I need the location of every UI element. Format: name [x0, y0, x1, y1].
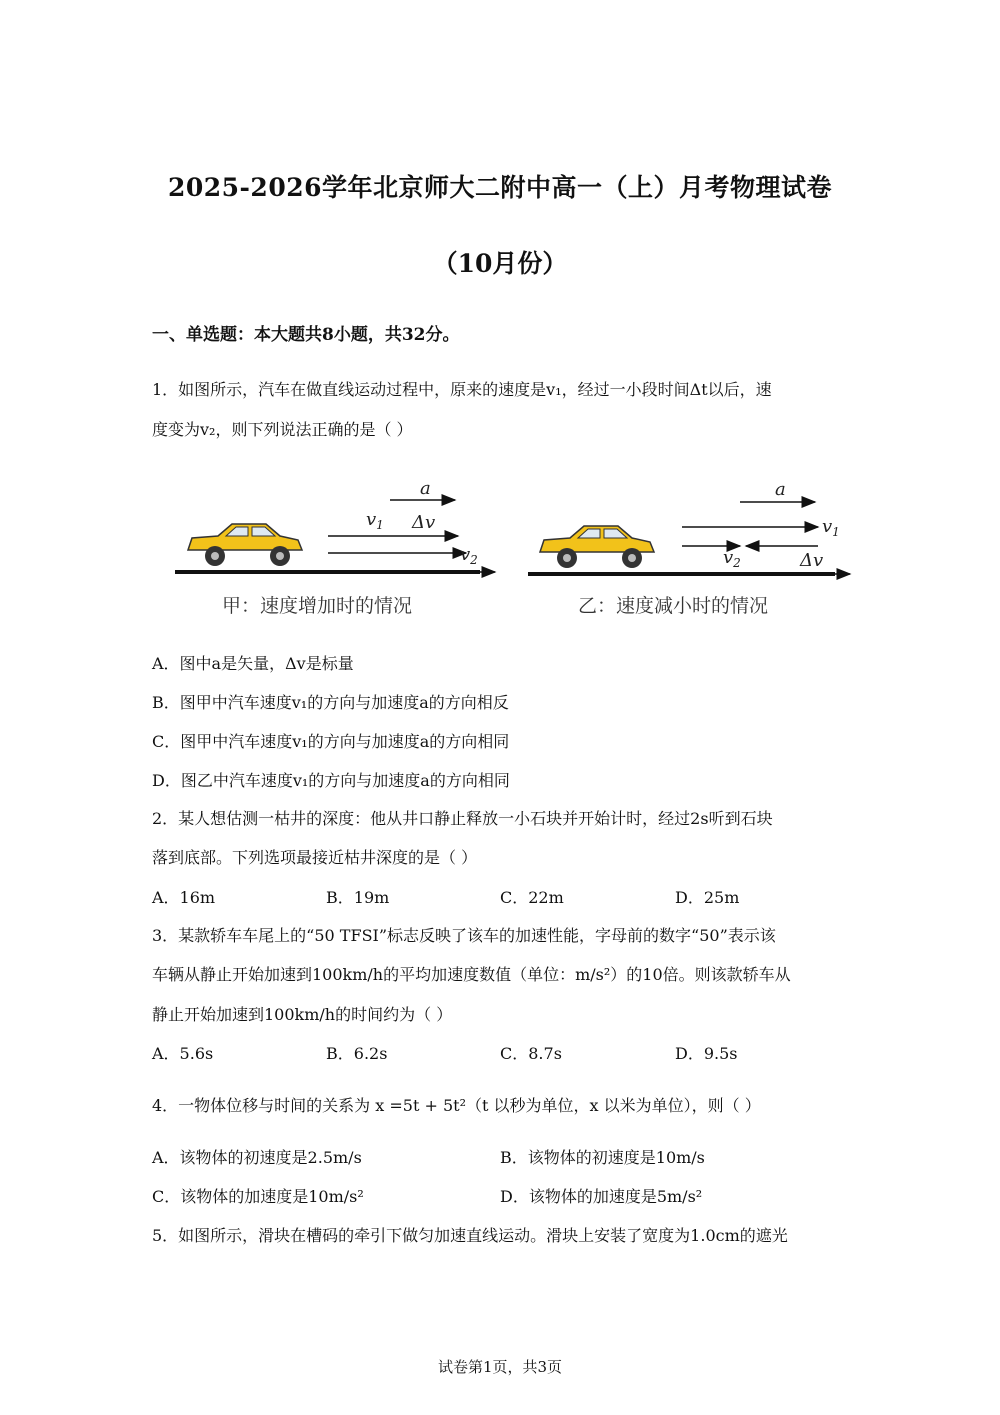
q2-option-d: D．25m [675, 888, 740, 907]
car-right [540, 526, 654, 568]
q1-option-a: A．图中a是矢量，Δv是标量 [152, 654, 354, 673]
symbol-dv-right: Δv [800, 550, 824, 571]
q3-text-line2: 车辆从静止开始加速到100km/h的平均加速度数值（单位：m/s²）的10倍。则该款轿车从 [152, 965, 791, 984]
q2-option-b: B．19m [326, 888, 390, 907]
symbol-a-left: a [420, 478, 431, 499]
q1-option-b: B．图甲中汽车速度v₁的方向与加速度a的方向相反 [152, 693, 509, 712]
q2-text-line1: 2．某人想估测一枯井的深度：他从井口静止释放一小石块并开始计时，经过2s听到石块 [152, 809, 773, 828]
q5-text-line1: 5．如图所示，滑块在槽码的牵引下做匀加速直线运动。滑块上安装了宽度为1.0cm的遮光 [152, 1226, 788, 1245]
q3-option-d: D．9.5s [675, 1044, 738, 1063]
q3-option-c: C．8.7s [500, 1044, 562, 1063]
symbol-v2-right: $v_2$ [723, 547, 741, 570]
symbol-dv-left: Δv [412, 512, 436, 533]
page-footer: 试卷第1页，共3页 [437, 1358, 563, 1376]
q2-option-a: A．16m [152, 888, 216, 907]
q4-option-d: D．该物体的加速度是5m/s² [500, 1187, 703, 1206]
figure-left-caption: 甲：速度增加时的情况 [222, 595, 413, 617]
q4-option-a: A．该物体的初速度是2.5m/s [152, 1148, 362, 1167]
q3-text-line3: 静止开始加速到100km/h的时间约为（ ） [152, 1005, 453, 1024]
q3-option-a: A．5.6s [152, 1044, 214, 1063]
q1-text-line2: 度变为v₂，则下列说法正确的是（ ） [152, 420, 413, 439]
symbol-v2-left: $v_2$ [460, 544, 478, 567]
section-heading: 一、单选题：本大题共8小题，共32分。 [152, 325, 460, 345]
q3-text-line1: 3．某款轿车车尾上的“50 TFSI”标志反映了该车的加速性能，字母前的数字“50”表示该 [152, 926, 776, 945]
exam-subtitle: （10月份） [432, 249, 568, 278]
q4-option-c: C．该物体的加速度是10m/s² [152, 1187, 364, 1206]
q2-text-line2: 落到底部。下列选项最接近枯井深度的是（ ） [152, 848, 478, 867]
q1-option-d: D．图乙中汽车速度v₁的方向与加速度a的方向相同 [152, 771, 510, 790]
exam-title: 2025-2026学年北京师大二附中高一（上）月考物理试卷 [167, 173, 833, 202]
symbol-a-right: a [775, 479, 786, 500]
q1-text-line1: 1．如图所示，汽车在做直线运动过程中，原来的速度是v₁，经过一小段时间Δt以后，速 [152, 380, 772, 399]
q4-option-b: B．该物体的初速度是10m/s [500, 1148, 705, 1167]
car-left [188, 524, 302, 566]
q2-option-c: C．22m [500, 888, 564, 907]
q4-text-line1: 4．一物体位移与时间的关系为 x =5t + 5t²（t 以秒为单位，x 以米为单位），则（ ） [152, 1096, 761, 1115]
q1-figure [170, 470, 860, 630]
figure-right-caption: 乙：速度减小时的情况 [578, 595, 769, 617]
q3-option-b: B．6.2s [326, 1044, 388, 1063]
figure-left-panel [175, 478, 495, 617]
figure-right-panel [528, 479, 850, 617]
q1-option-c: C．图甲中汽车速度v₁的方向与加速度a的方向相同 [152, 732, 510, 751]
symbol-v1-right: $v_1$ [822, 516, 840, 539]
symbol-v1-left: $v_1$ [366, 509, 384, 532]
